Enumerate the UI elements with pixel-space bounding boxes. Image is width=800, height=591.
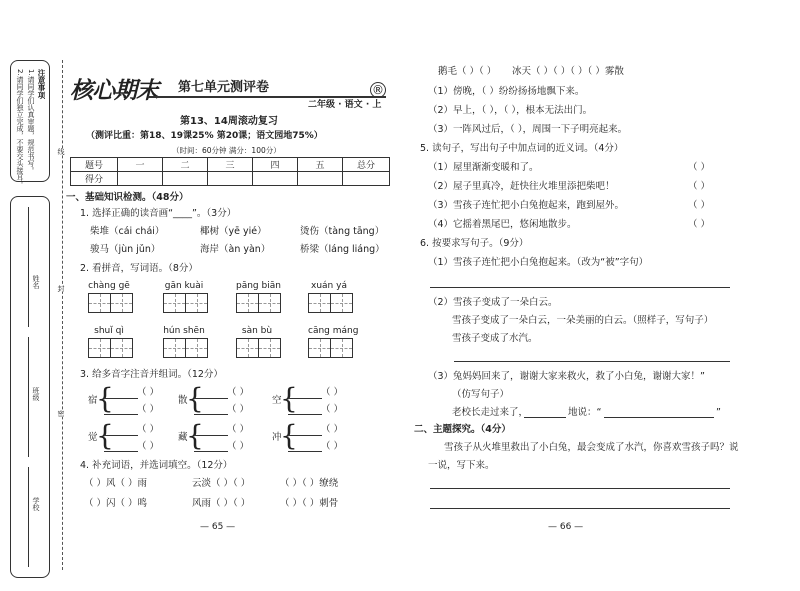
score-header: 五 xyxy=(298,158,343,172)
pinyin-paren[interactable]: （ ） xyxy=(137,424,160,435)
q5-answer[interactable]: （ ） xyxy=(688,200,711,211)
pinyin-paren[interactable]: （ ） xyxy=(227,404,250,415)
pinyin-paren[interactable]: （ ） xyxy=(321,441,344,452)
school-label: 学校 xyxy=(32,497,40,511)
section-2-title: 二、主题探究。（4分） xyxy=(414,424,511,435)
section-2-text: 雪孩子从火堆里救出了小白兔，最会变成了水汽，你喜欢雪孩子吗？说 xyxy=(444,442,739,453)
pinyin-box[interactable] xyxy=(308,281,350,313)
word-line[interactable] xyxy=(104,398,138,399)
idiom-fill[interactable]: （ ）（ ）刺骨 xyxy=(280,498,339,509)
q6-sentence: 老校长走过来了， xyxy=(452,407,529,418)
q5-answer[interactable]: （ ） xyxy=(688,219,711,230)
q5-answer[interactable]: （ ） xyxy=(688,162,711,173)
q6-sentence: （3）兔妈妈回来了，谢谢大家来救火，救了小白兔，谢谢大家！” xyxy=(428,371,705,382)
word-line[interactable] xyxy=(194,398,228,399)
pinyin-label: gān kuài xyxy=(164,281,204,291)
q6-sentence: （1）雪孩子连忙把小白兔抱起来。（改为“被”字句） xyxy=(428,257,649,268)
q1-item[interactable]: 椰树（yē yié） xyxy=(200,226,267,237)
q4-title: 4. 补充词语，并选词填空。（12分） xyxy=(80,460,233,471)
pinyin-paren[interactable]: （ ） xyxy=(321,387,344,398)
q1-item[interactable]: 柴堆（cái chái） xyxy=(90,226,165,237)
score-table xyxy=(70,157,390,186)
pinyin-paren[interactable]: （ ） xyxy=(227,424,250,435)
grade-label: 二年级 · 语文 · 上 xyxy=(308,100,382,110)
idiom-fill[interactable]: （ ）闪（ ）鸣 xyxy=(84,498,148,509)
pinyin-box[interactable] xyxy=(88,326,130,358)
pinyin-box[interactable] xyxy=(88,281,130,313)
class-label: 班级 xyxy=(32,387,40,401)
q1-title: 1. 选择正确的读音画“____”。（3分） xyxy=(80,208,237,219)
q1-item[interactable]: 海岸（àn yàn） xyxy=(200,244,271,255)
word-line[interactable] xyxy=(104,414,138,415)
q6-sentence: （2）雪孩子变成了一朵白云。 xyxy=(428,297,558,308)
score-row-label: 得分 xyxy=(71,172,118,186)
polyphone-char: 散 xyxy=(178,395,188,406)
pinyin-box[interactable] xyxy=(236,281,281,313)
word-line[interactable] xyxy=(104,451,138,452)
pinyin-paren[interactable]: （ ） xyxy=(227,387,250,398)
school-line[interactable] xyxy=(28,467,29,567)
q5-answer[interactable]: （ ） xyxy=(688,181,711,192)
score-header: 一 xyxy=(118,158,163,172)
pinyin-paren[interactable]: （ ） xyxy=(321,404,344,415)
exam-title: 第七单元测评卷 xyxy=(178,80,270,95)
score-cell[interactable] xyxy=(208,172,253,186)
score-header: 二 xyxy=(163,158,208,172)
q1-item[interactable]: 桥梁（láng liáng） xyxy=(300,244,385,255)
polyphone-char: 冲 xyxy=(272,432,282,443)
score-cell[interactable] xyxy=(163,172,208,186)
idiom-fill[interactable]: 风雨（ ）（ ） xyxy=(192,498,251,509)
word-line[interactable] xyxy=(194,414,228,415)
q6-sentence: 雪孩子变成了一朵白云，一朵美丽的白云。（照样子，写句子） xyxy=(452,315,714,326)
pinyin-paren[interactable]: （ ） xyxy=(137,441,160,452)
score-cell[interactable] xyxy=(253,172,298,186)
word-line[interactable] xyxy=(288,451,322,452)
brand-logo: 核心期末 xyxy=(70,78,158,104)
polyphone-char: 空 xyxy=(272,395,282,406)
notice-title: 注意事项 xyxy=(37,69,46,99)
answer-line[interactable] xyxy=(430,488,730,489)
idiom-fill[interactable]: （ ）（ ）缭绕 xyxy=(280,478,339,489)
q2-title: 2. 看拼音，写词语。（8分） xyxy=(80,263,198,274)
pinyin-box[interactable] xyxy=(308,326,359,358)
section-2-text: 一说，写下来。 xyxy=(428,460,495,471)
idiom-fill[interactable]: 鹅毛（ ）（ ） xyxy=(438,66,497,77)
pinyin-label: sàn bù xyxy=(241,326,273,336)
score-header: 题号 xyxy=(71,158,118,172)
answer-line[interactable] xyxy=(454,361,730,362)
answer-line[interactable] xyxy=(430,287,730,288)
section-1-title: 一、基础知识检测。（48分） xyxy=(66,192,189,203)
ratio-note: （测评比重：第18、19课25% 第20课；语文园地75%） xyxy=(86,131,323,141)
q6-title: 6. 按要求写句子。（9分） xyxy=(420,238,529,249)
time-note: （时间：60分钟 满分：100分） xyxy=(172,146,281,155)
pinyin-paren[interactable]: （ ） xyxy=(321,424,344,435)
q5-title: 5. 读句子，写出句子中加点词的近义词。（4分） xyxy=(420,143,624,154)
polyphone-char: 宿 xyxy=(88,395,98,406)
subtitle: 第13、14周滚动复习 xyxy=(180,116,278,127)
notice-line-2: 2.请同学们独立完成，不要交头接耳。 xyxy=(16,69,24,188)
q3-title: 3. 给多音字注音并组词。（12分） xyxy=(80,369,223,380)
score-cell[interactable] xyxy=(343,172,390,186)
seal-mark-xian: 线 xyxy=(57,148,65,155)
pinyin-label: cāng máng xyxy=(308,326,359,336)
score-header: 四 xyxy=(253,158,298,172)
pinyin-paren[interactable]: （ ） xyxy=(137,387,160,398)
student-info-box xyxy=(10,196,50,578)
seal-mark-feng: 封 xyxy=(57,285,65,292)
q1-item[interactable]: 骏马（jùn jǔn） xyxy=(90,244,161,255)
polyphone-char: 觉 xyxy=(88,432,98,443)
pinyin-paren[interactable]: （ ） xyxy=(227,441,250,452)
q5-item: （3）雪孩子连忙把小白兔抱起来，跑到屋外。 xyxy=(428,200,625,211)
page-number-left: — 65 — xyxy=(200,522,236,532)
answer-line[interactable] xyxy=(524,417,566,418)
pinyin-label: hún shēn xyxy=(163,326,205,336)
idiom-fill[interactable]: 云淡（ ）（ ） xyxy=(192,478,251,489)
pinyin-box[interactable] xyxy=(236,326,278,358)
q5-item: （4）它摇着黑尾巴，悠闲地散步。 xyxy=(428,219,577,230)
q6-sentence: 地说：“ xyxy=(568,407,602,418)
q6-note: （仿写句子） xyxy=(452,389,510,400)
fill-sentence[interactable]: （1）傍晚，（ ）纷纷扬扬地飘下来。 xyxy=(428,86,585,97)
q1-item[interactable]: 烫伤（tàng tāng） xyxy=(300,226,385,237)
score-cell[interactable] xyxy=(118,172,163,186)
page-number-right: — 66 — xyxy=(548,522,584,532)
pinyin-box[interactable] xyxy=(163,326,205,358)
pinyin-label: shuǐ qì xyxy=(94,326,124,336)
q5-item: （2）屋子里真冷，赶快往火堆里添把柴吧！ xyxy=(428,181,615,192)
registered-mark: ® xyxy=(372,83,384,97)
score-header: 总分 xyxy=(343,158,390,172)
seal-line xyxy=(62,60,63,570)
q5-item: （1）屋里渐渐变暖和了。 xyxy=(428,162,539,173)
seal-mark-mi: 密 xyxy=(57,410,65,417)
score-cell[interactable] xyxy=(298,172,343,186)
notice-box xyxy=(10,60,50,188)
name-line[interactable] xyxy=(28,207,29,327)
fill-sentence[interactable]: （2）早上，（ ），（ ），根本无法出门。 xyxy=(428,105,593,116)
word-line[interactable] xyxy=(194,435,228,436)
idiom-fill[interactable]: 冰天（ ）（ ）（ ）（ ）雾散 xyxy=(512,66,624,77)
word-line[interactable] xyxy=(194,451,228,452)
pinyin-box[interactable] xyxy=(163,281,205,313)
answer-line[interactable] xyxy=(430,508,730,509)
idiom-fill[interactable]: （ ）风（ ）雨 xyxy=(84,478,148,489)
word-line[interactable] xyxy=(104,435,138,436)
pinyin-label: pāng biān xyxy=(236,281,281,291)
pinyin-label: xuán yá xyxy=(311,281,347,291)
answer-line[interactable] xyxy=(604,417,714,418)
polyphone-char: 藏 xyxy=(178,432,188,443)
q6-sentence: ” xyxy=(716,407,721,418)
word-line[interactable] xyxy=(288,414,322,415)
fill-sentence[interactable]: （3）一阵风过后，（ ），周围一下子明亮起来。 xyxy=(428,124,628,135)
score-header: 三 xyxy=(208,158,253,172)
word-line[interactable] xyxy=(288,398,322,399)
word-line[interactable] xyxy=(288,435,322,436)
pinyin-paren[interactable]: （ ） xyxy=(137,404,160,415)
header-rule xyxy=(148,96,386,98)
notice-line-1: 1.请同学们认真审题，规范书写。 xyxy=(27,69,35,174)
class-line[interactable] xyxy=(28,337,29,457)
name-label: 姓名 xyxy=(32,275,40,289)
pinyin-label: chàng gē xyxy=(88,281,130,291)
q6-sentence: 雪孩子变成了水汽。 xyxy=(452,333,538,344)
